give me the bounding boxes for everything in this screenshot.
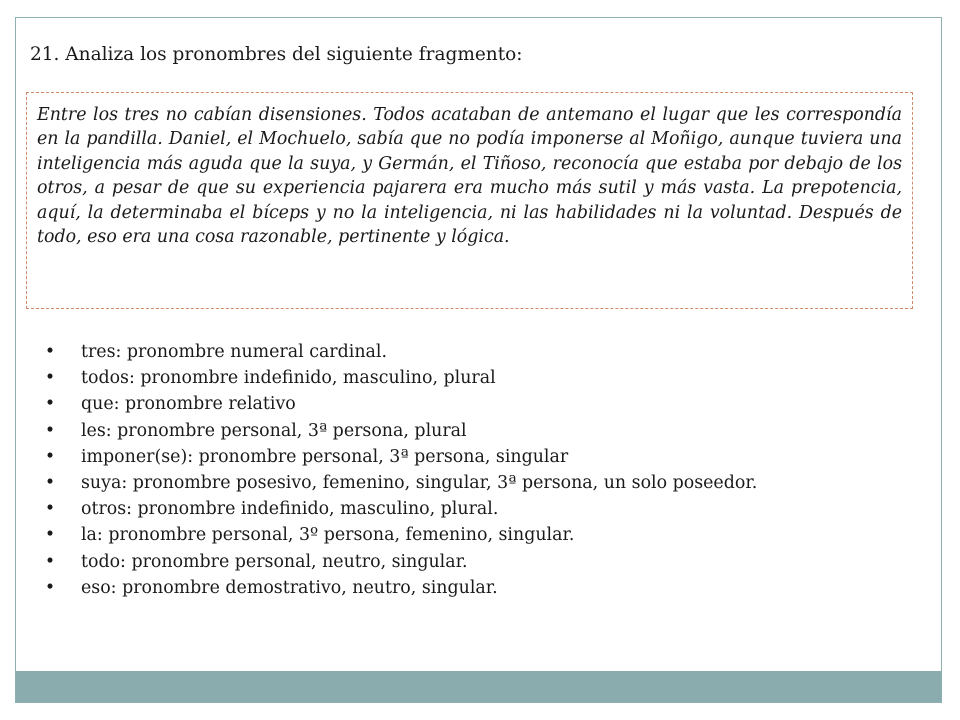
list-item [44,522,924,548]
list-item [44,470,924,496]
answer-text: que: pronombre relativo [81,394,296,415]
bullet-icon: • [44,499,56,520]
bullet-icon: • [44,473,56,494]
answer-text: tres: pronombre numeral cardinal. [81,342,387,362]
answer-text: imponer(se): pronombre personal, 3ª persona, singular [81,446,569,467]
bullet-icon: • [44,420,56,441]
list-item [44,418,924,444]
bullet-icon: • [44,342,56,362]
exercise-title: 21. Analiza los pronombres del siguiente fragmento: [30,44,523,65]
answer-text: les: pronombre personal, 3ª persona, plural [81,420,467,441]
answer-text: otros: pronombre indefinido, masculino, plural. [81,499,499,520]
bullet-icon: • [44,394,56,415]
list-item [44,549,924,575]
bullet-icon: • [44,551,56,572]
list-item [44,391,924,417]
bullet-icon: • [44,368,56,389]
passage-box [26,92,913,309]
answer-text: la: pronombre personal, 3º persona, femenino, singular. [81,525,575,546]
list-item [44,444,924,470]
answer-text: todo: pronombre personal, neutro, singular. [81,551,468,572]
list-item [44,339,924,365]
answer-text: eso: pronombre demostrativo, neutro, singular. [81,577,498,598]
footer-bar [16,671,941,702]
answer-text: todos: pronombre indefinido, masculino, plural [81,368,496,389]
answer-list [44,339,924,601]
answer-text: suya: pronombre posesivo, femenino, singular, 3ª persona, un solo poseedor. [81,473,758,494]
list-item [44,365,924,391]
list-item [44,496,924,522]
bullet-icon: • [44,525,56,546]
bullet-icon: • [44,577,56,598]
passage-text: Entre los tres no cabían disensiones. Todos acataban de antemano el lugar que les correspondía en la pandilla. Daniel, el Mochuelo, sabía que no podía imponerse al Moñigo, aunque tuviera una inteligencia más aguda que la suya, y Germán, el Tiñoso, reconocía que estaba por debajo de los otros, a pesar de que su experiencia pajarera era mucho más sutil y más vasta. La prepotencia, aquí, la determinaba el bíceps y no la inteligencia, ni las habilidades ni la voluntad. Después de todo, eso era una cosa razonable, pertinente y lógica. [37,105,902,248]
list-item [44,575,924,601]
bullet-icon: • [44,446,56,467]
